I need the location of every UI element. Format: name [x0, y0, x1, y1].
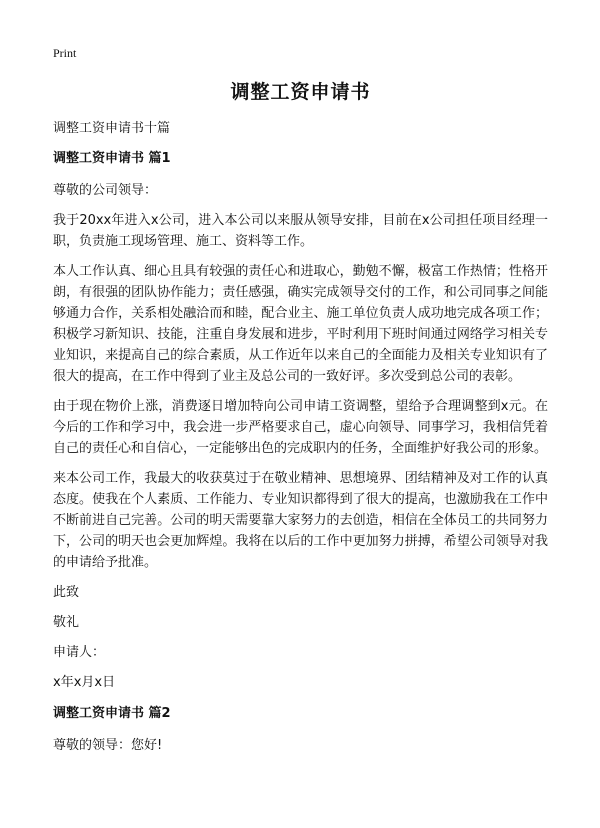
section-1-paragraph: 我于20xx年进入x公司，进入本公司以来服从领导安排，目前在x公司担任项目经理一职，负责施工现场管理、施工、资料等工作。	[53, 213, 548, 249]
section-1-greeting: 尊敬的公司领导：	[53, 183, 158, 198]
section-1-heading: 调整工资申请书 篇1	[53, 151, 171, 166]
section-2-heading: 调整工资申请书 篇2	[53, 706, 171, 721]
print-label: Print	[53, 46, 77, 60]
document-subtitle: 调整工资申请书十篇	[53, 121, 171, 136]
section-1-paragraph: 由于现在物价上涨，消费逐日增加特向公司申请工资调整，望给予合理调整到x元。在今后的工作和学习中，我会进一步严格要求自己，虚心向领导、同事学习，我相信凭着自己的责任心和自信心，一定能够出色的完成职内的任务，全面维护好我公司的形象。	[53, 399, 548, 456]
applicant-label: 申请人：	[53, 645, 106, 660]
closing-salutation: 此致	[53, 585, 80, 600]
signature-date: x年x月x日	[53, 675, 116, 690]
document-title: 调整工资申请书	[230, 81, 371, 103]
section-1-paragraph: 来本公司工作，我最大的收获莫过于在敬业精神、思想境界、团结精神及对工作的认真态度。使我在个人素质、工作能力、专业知识都得到了很大的提高，也激励我在工作中不断前进自己完善。公司的明天需要靠大家努力的去创造，相信在全体员工的共同努力下，公司的明天也会更加辉煌。我将在以后的工作中更加努力拼搏，希望公司领导对我的申请给予批准。	[53, 471, 548, 570]
closing-regards: 敬礼	[53, 615, 80, 630]
section-2-greeting: 尊敬的领导：您好!	[53, 738, 163, 753]
section-1-paragraph: 本人工作认真、细心且具有较强的责任心和进取心，勤勉不懈，极富工作热情；性格开朗，有很强的团队协作能力；责任感强，确实完成领导交付的工作，和公司同事之间能够通力合作，关系相处融洽而和睦，配合业主、施工单位负责人成功地完成各项工作；积极学习新知识、技能，注重自身发展和进步，平时利用下班时间通过网络学习相关专业知识，来提高自己的综合素质，从工作近年以来自己的全面能力及相关专业知识有了很大的提高，在工作中得到了业主及总公司的一致好评。多次受到总公司的表彰。	[53, 264, 548, 384]
